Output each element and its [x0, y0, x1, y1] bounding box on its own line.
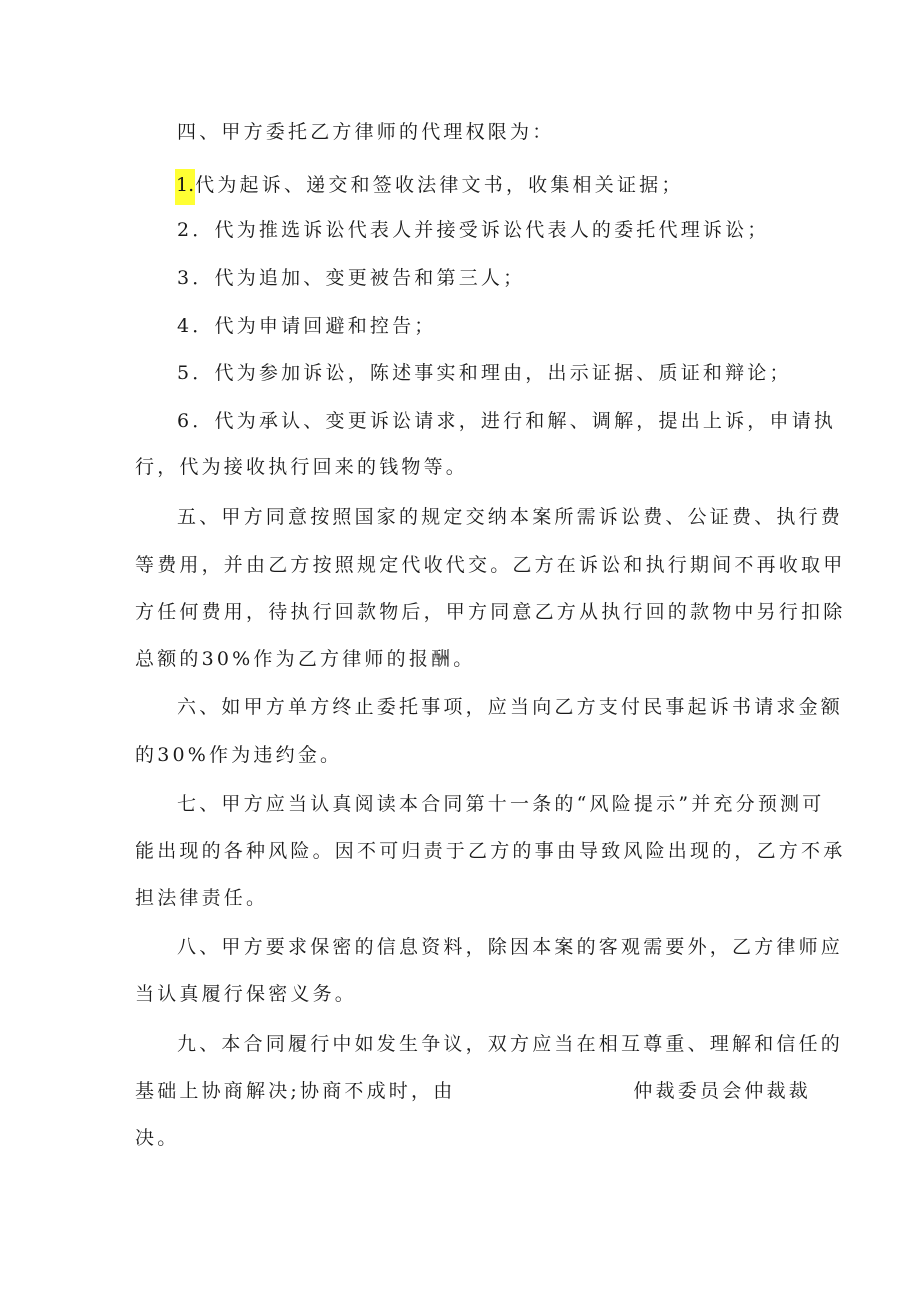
section-6-line-1: 六、如甲方单方终止委托事项，应当向乙方支付民事起诉书请求金额 [177, 696, 844, 718]
section-8-line-1: 八、甲方要求保密的信息资料，除因本案的客观需要外，乙方律师应 [177, 936, 844, 958]
list-item-1 [177, 169, 837, 205]
list-item-4: 4．代为申请回避和控告； [177, 315, 437, 337]
section-7-line-3: 担法律责任。 [135, 887, 269, 909]
section-9-line-1: 九、本合同履行中如发生争议，双方应当在相互尊重、理解和信任的 [177, 1033, 844, 1055]
section-8-line-2: 当认真履行保密义务。 [135, 983, 358, 1005]
list-item-1-text: 代为起诉、递交和签收法律文书，收集相关证据； [195, 174, 684, 196]
highlighted-item-number: 1. [175, 169, 195, 205]
section-4-heading: 四、甲方委托乙方律师的代理权限为： [177, 121, 555, 143]
section-9-line-2-before-blank: 基础上协商解决;协商不成时，由 [135, 1080, 456, 1102]
list-item-6-line-1: 6．代为承认、变更诉讼请求，进行和解、调解，提出上诉，申请执 [177, 410, 837, 432]
section-6-line-2: 的30%作为违约金。 [135, 744, 343, 766]
list-item-6-line-2: 行，代为接收执行回来的钱物等。 [135, 456, 469, 478]
section-5-line-1: 五、甲方同意按照国家的规定交纳本案所需诉讼费、公证费、执行费 [177, 506, 844, 528]
section-5-line-3: 方任何费用，待执行回款物后，甲方同意乙方从执行回的款物中另行扣除 [135, 601, 846, 623]
list-item-5: 5．代为参加诉讼，陈述事实和理由，出示证据、质证和辩论； [177, 362, 792, 384]
section-5-line-4: 总额的30%作为乙方律师的报酬。 [135, 648, 476, 670]
section-7-line-2: 能出现的各种风险。因不可归责于乙方的事由导致风险出现的，乙方不承 [135, 840, 846, 862]
section-9-line-2 [135, 1079, 812, 1103]
section-5-line-2: 等费用，并由乙方按照规定代收代交。乙方在诉讼和执行期间不再收取甲 [135, 554, 846, 576]
section-9-line-2-after-blank: 仲裁委员会仲裁裁 [633, 1080, 812, 1102]
section-9-line-3: 决。 [135, 1127, 180, 1149]
list-item-2: 2．代为推选诉讼代表人并接受诉讼代表人的委托代理诉讼； [177, 219, 770, 241]
section-7-line-1: 七、甲方应当认真阅读本合同第十一条的“风险提示”并充分预测可 [177, 793, 825, 815]
list-item-3: 3．代为追加、变更被告和第三人； [177, 267, 526, 289]
